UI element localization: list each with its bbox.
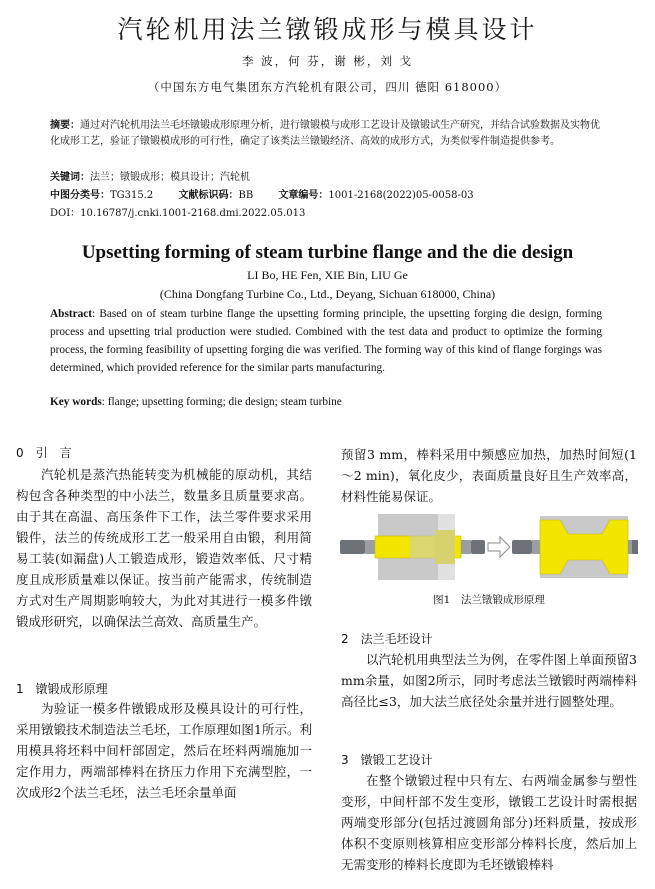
figure-1-arrow: [488, 537, 510, 557]
right-punch-end: [461, 540, 471, 554]
left-punch-end-after: [532, 540, 540, 554]
doi: DOI：10.16787/j.cnki.1001-2168.dmi.2022.05.013: [50, 208, 306, 219]
doc-code-label: 文献标识码：: [178, 190, 239, 201]
authors-cn: 李 波，何 芬，谢 彬，刘 戈: [241, 54, 414, 68]
abstract-cn-label: 摘要：: [50, 120, 80, 131]
left-punch-rod: [340, 540, 365, 554]
clc-label: 中图分类号：: [50, 190, 110, 201]
abstract-en-label: Abstract: [50, 308, 93, 320]
affiliation-cn: （中国东方电气集团东方汽轮机有限公司，四川 德阳 618000）: [147, 80, 508, 94]
section-2-heading: 2 法兰毛坯设计: [341, 632, 433, 646]
section-1-continued: 预留3 mm，棒料采用中频感应加热，加热时间短(1～2 min)，氧化皮少，表面质量良好且生产效率高，材料性能易保证。: [341, 447, 637, 504]
center-die: [410, 514, 455, 580]
abstract-en-text: : Based on of steam turbine flange the upsetting forming principle, the upsetting forging die design, forming process and upsetting trial production were studied. Combined with the test data and product to optimize the forming process, the forming feasibility of upsetting forging die was verified. The forming way of this kind of flange forgings was determined, which provided reference for the similar parts manufacturing.: [50, 308, 602, 374]
keywords-en-label: Key words: [50, 396, 102, 408]
doc-code-value: BB: [238, 190, 254, 201]
paper-title-en: Upsetting forming of steam turbine flange and the die design: [81, 242, 574, 263]
article-number-label: 文章编号：: [278, 190, 329, 201]
keywords-en-text: : flange; upsetting forming; die design; steam turbine: [101, 396, 342, 408]
section-3-heading: 3 镦锻工艺设计: [341, 753, 433, 767]
abstract-en: [50, 305, 602, 377]
section-0-heading: 0 引 言: [16, 446, 72, 460]
section-1-body: 为验证一模多件镦锻成形及模具设计的可行性，采用镦锻技术制造法兰毛坯，工作原理如图1所示。利用模具将坯料中间杆部固定，然后在坯料两端施加一定作用力，两端部棒料在挤压力作用下充满型腔，一次成形2个法兰毛坯，法兰毛坯余量单面: [16, 701, 312, 800]
forming-arrow: [488, 537, 510, 557]
abstract-cn-text: 通过对汽轮机用法兰毛坯镦锻成形原理分析，进行镦锻模与成形工艺设计及镦锻试生产研究，并结合试验数据及实物优化成形工艺，验证了镦锻模成形的可行性，确定了该类法兰镦锻经济、高效的成形方式，为类似零件制造提供参考。: [50, 120, 600, 147]
right-punch-rod: [471, 540, 485, 554]
figure-1-after-forming: [512, 516, 638, 578]
classification-row: [50, 188, 602, 204]
keywords-cn-text: 法兰；镦锻成形；模具设计；汽轮机: [90, 172, 250, 183]
section-2-body: 以汽轮机用典型法兰为例，在零件图上单面预留3 mm余量，如图2所示，同时考虑法兰镦锻时两端棒料高径比≤3，加大法兰底径处余量并进行圆整处理。: [341, 652, 637, 709]
affiliation-en: (China Dongfang Turbine Co., Ltd., Deyang, Sichuan 618000, China): [159, 287, 496, 301]
article-number-value: 1001-2168(2022)05-0058-03: [328, 190, 474, 201]
section-3-body: 在整个镦锻过程中只有左、右两端金属参与塑性变形，中间杆部不发生变形，镦锻工艺设计时需根据两端变形部分(包括过渡圆角部分)坯料质量，按成形体积不变原则核算相应变形部分棒料长度，然后加上无需变形的棒料长度即为毛坯镦锻棒料: [341, 773, 637, 872]
keywords-cn-label: 关键词：: [50, 172, 90, 183]
keywords-en: [50, 396, 602, 408]
authors-en: LI Bo, HE Fen, XIE Bin, LIU Ge: [247, 268, 408, 282]
figure-1-before-forming: [340, 514, 485, 580]
figure-1-caption: 图1 法兰镦锻成形原理: [433, 594, 545, 606]
abstract-cn: [50, 118, 602, 150]
clc-value: TG315.2: [110, 190, 154, 201]
section-0-body: 汽轮机是蒸汽热能转变为机械能的原动机，其结构包含各种类型的中小法兰，数量多且质量要求高。由于其在高温、高压条件下工作，法兰零件要求采用锻件，法兰的传统成形工艺一般采用自由锻，利用简易工装(如漏盘)人工锻造成形，锻造效率低、尺寸精度且成形质量难以保证。按当前产能需求，传统制造方式对生产周期影响较大，为此对其进行一模多件镦锻成形研究，以确保法兰高效、高质量生产。: [16, 467, 312, 629]
keywords-cn: [50, 170, 602, 186]
right-punch-rod-after: [632, 540, 638, 554]
left-punch-rod-after: [512, 540, 532, 554]
left-punch-end: [365, 540, 375, 554]
paper-title-cn: 汽轮机用法兰镦锻成形与模具设计: [117, 15, 538, 44]
section-1-heading: 1 镦锻成形原理: [16, 682, 108, 696]
figure-1-upsetting-principle: [340, 510, 638, 586]
